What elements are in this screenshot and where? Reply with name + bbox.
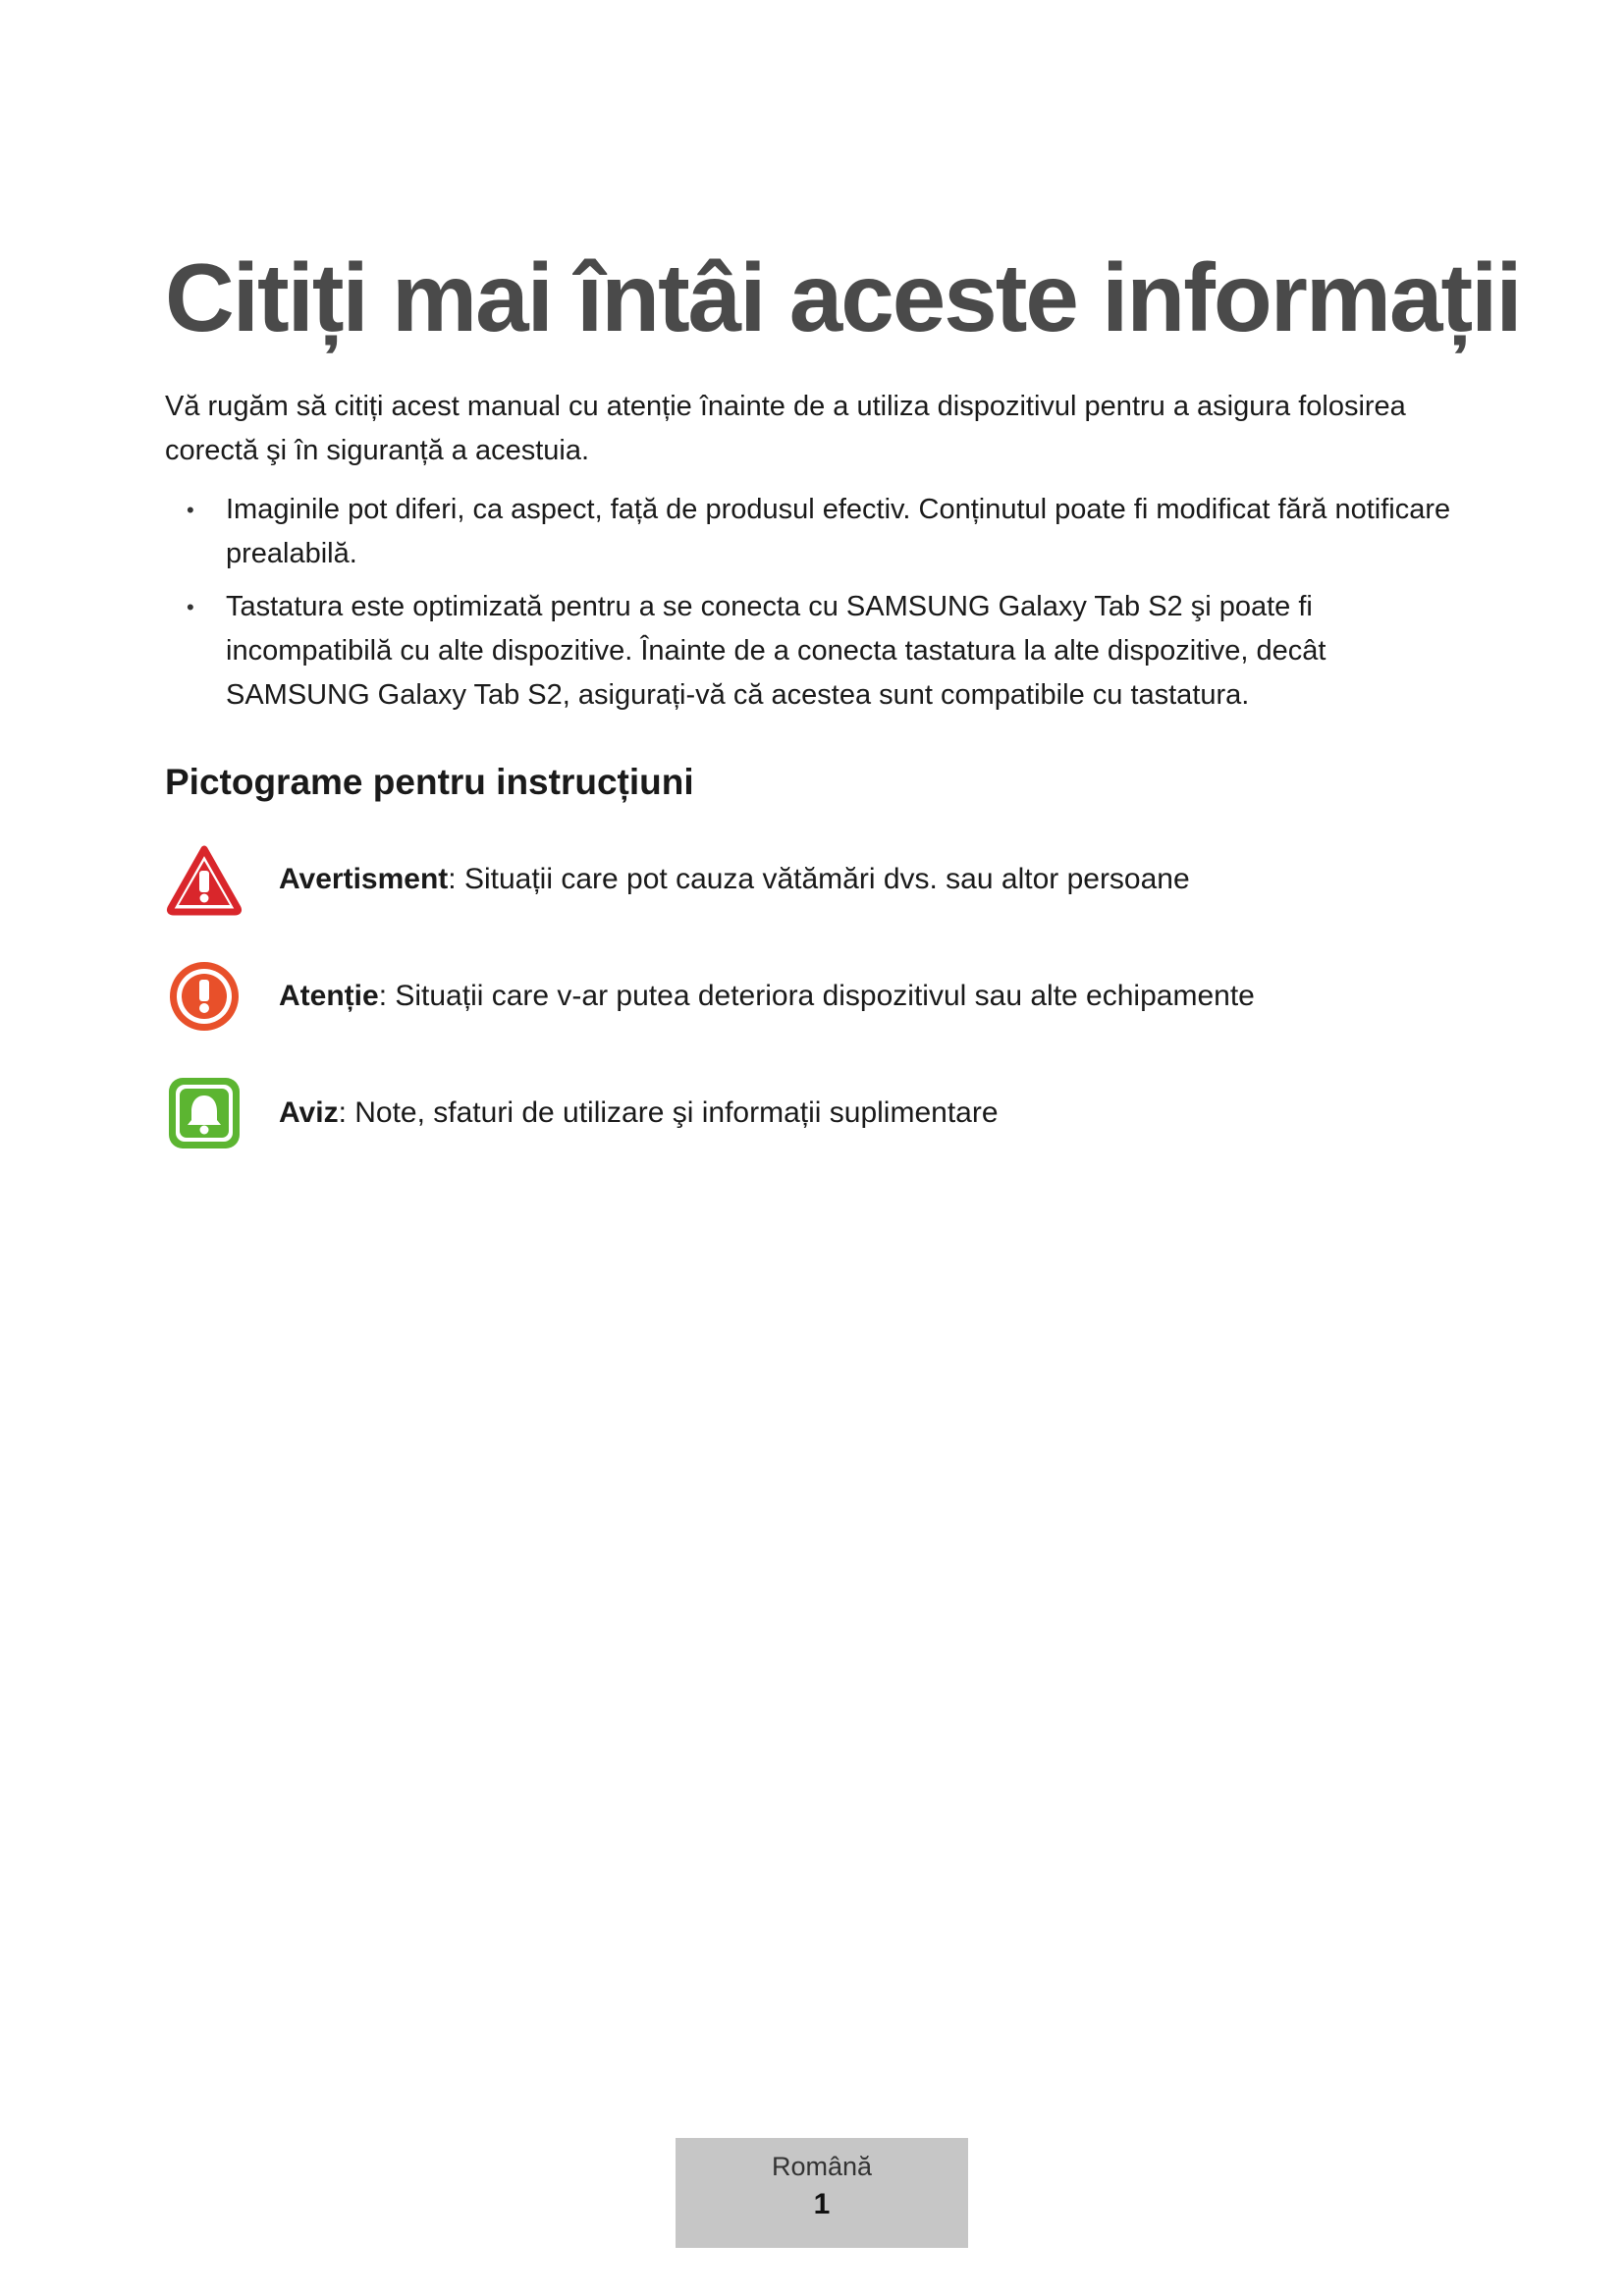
warning-triangle-icon: [165, 841, 244, 918]
caution-text: : Situații care v-ar putea deteriora dispozitivul sau alte echipamente: [378, 980, 1255, 1012]
bell-note-icon: [165, 1075, 244, 1151]
caution-description: [279, 980, 1255, 1013]
caution-circle-icon: [165, 958, 244, 1035]
page-number: 1: [813, 2188, 831, 2220]
list-item: [165, 488, 1461, 576]
caution-label: Atenție: [279, 980, 379, 1012]
warning-description: [279, 863, 1190, 896]
bullet-dot: •: [187, 498, 194, 522]
warning-label: Avertisment: [279, 863, 449, 895]
note-description: [279, 1096, 999, 1130]
bullet-list: [165, 488, 1461, 726]
bullet-dot: •: [187, 595, 194, 619]
intro-paragraph: Vă rugăm să citiți acest manual cu atenție înainte de a utiliza dispozitivul pentru a asigura folosirea corectă şi în siguranță a acestuia.: [165, 391, 1406, 466]
list-item: [165, 585, 1461, 718]
note-row: [165, 1075, 1441, 1151]
section-heading: Pictograme pentru instrucțiuni: [165, 762, 694, 802]
note-label: Aviz: [279, 1096, 339, 1129]
warning-text: : Situații care pot cauza vătămări dvs. sau altor persoane: [448, 863, 1190, 895]
warning-row: [165, 841, 1441, 918]
bullet-text: Imaginile pot diferi, ca aspect, față de produsul efectiv. Conținutul poate fi modificat fără notificare prealabilă.: [226, 494, 1451, 569]
note-text: : Note, sfaturi de utilizare şi informații suplimentare: [338, 1096, 999, 1129]
bullet-text: Tastatura este optimizată pentru a se conecta cu SAMSUNG Galaxy Tab S2 şi poate fi incompatibilă cu alte dispozitive. Înainte de a conecta tastatura la alte dispozitive, decât SAMSUNG Galaxy Tab S2, asigurați-vă că acestea sunt compatibile cu tastatura.: [226, 591, 1326, 711]
page-title: Citiți mai întâi aceste informații: [165, 243, 1521, 351]
footer-language: Română: [771, 2152, 873, 2181]
page-footer: [676, 2138, 968, 2248]
caution-row: [165, 958, 1441, 1035]
